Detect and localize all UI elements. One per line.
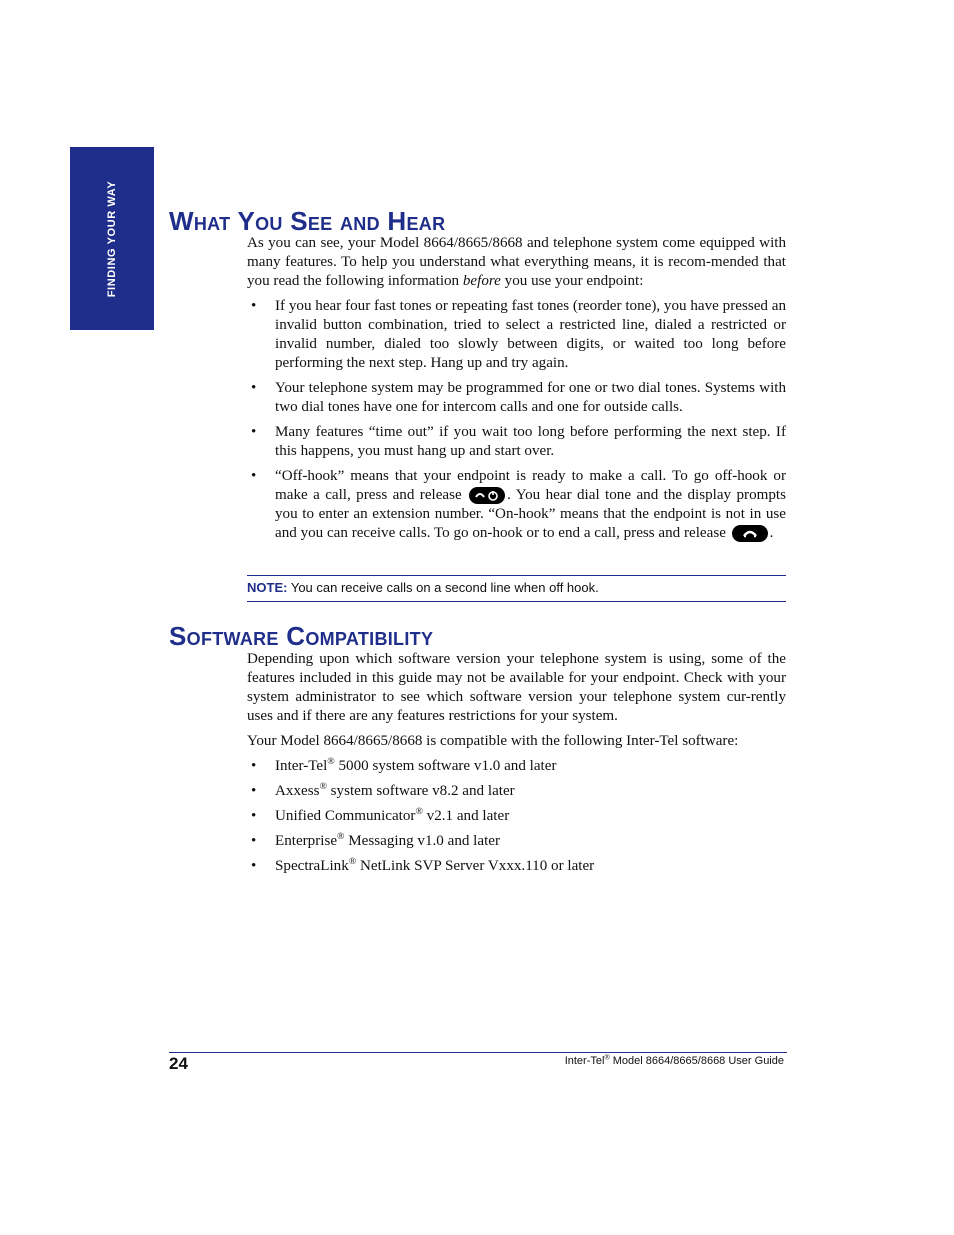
intro-paragraph: As you can see, your Model 8664/8665/8668 and telephone system come equipped with many features. To help you understand what everything means, it is recom-mended that you read the following information before you use your endpoint:: [247, 235, 786, 289]
note-label: NOTE:: [247, 580, 288, 595]
list-item: • Unified Communicator® v2.1 and later: [247, 807, 786, 826]
note-box: [247, 575, 786, 602]
software-list: [247, 757, 786, 876]
hangup-key-icon: [732, 525, 768, 542]
list-item: • Your telephone system may be programmed for one or two dial tones. Systems with two dial tones have one for intercom calls and one for outside calls.: [247, 379, 786, 417]
list-item: • Inter-Tel® 5000 system software v1.0 and later: [247, 757, 786, 776]
speaker-key-icon: [469, 487, 505, 504]
section-title-what-you-see: What You See and Hear: [169, 206, 446, 236]
section1-body: [247, 234, 786, 543]
list-item: • Axxess® system software v8.2 and later: [247, 782, 786, 801]
feature-bullets: [247, 297, 786, 543]
footer-title: Inter-Tel® Model 8664/8665/8668 User Guide: [564, 1053, 784, 1067]
list-item: • SpectraLink® NetLink SVP Server Vxxx.110 or later: [247, 857, 786, 876]
side-tab-label: FINDING YOUR WAY: [106, 180, 118, 297]
compat-paragraph: Depending upon which software version your telephone system is using, some of the features included in this guide may not be available for your endpoint. Check with your system administrator to see which software version your telephone system cur-rently uses and if there are any features restrictions for your system.: [247, 651, 786, 724]
list-item: • If you hear four fast tones or repeating fast tones (reorder tone), you have pressed an invalid button combination, tried to select a restricted line, dialed a restricted or invalid number, dialed too slowly between digits, or waited too long before performing the next step. Hang up and try again.: [247, 297, 786, 373]
section2-body: [247, 650, 786, 876]
footer-divider: [169, 1052, 787, 1053]
list-item: • Enterprise® Messaging v1.0 and later: [247, 832, 786, 851]
side-tab: [70, 147, 154, 330]
note-text: You can receive calls on a second line when off hook.: [290, 580, 599, 595]
section-title-software-compatibility: Software Compatibility: [169, 621, 434, 651]
list-item: • “Off-hook” means that your endpoint is ready to make a call. To go off-hook or make a call, press and release . You hear dial tone and the display prompts you to enter an extension number. “On-hook” means that the endpoint is not in use and you can receive calls. To go on-hook or to end a call, press and release .: [247, 467, 786, 543]
compat-intro: Your Model 8664/8665/8668 is compatible with the following Inter-Tel software:: [247, 733, 739, 749]
list-item: • Many features “time out” if you wait too long before performing the next step. If this happens, you must hang up and start over.: [247, 423, 786, 461]
page-number: 24: [169, 1054, 188, 1073]
